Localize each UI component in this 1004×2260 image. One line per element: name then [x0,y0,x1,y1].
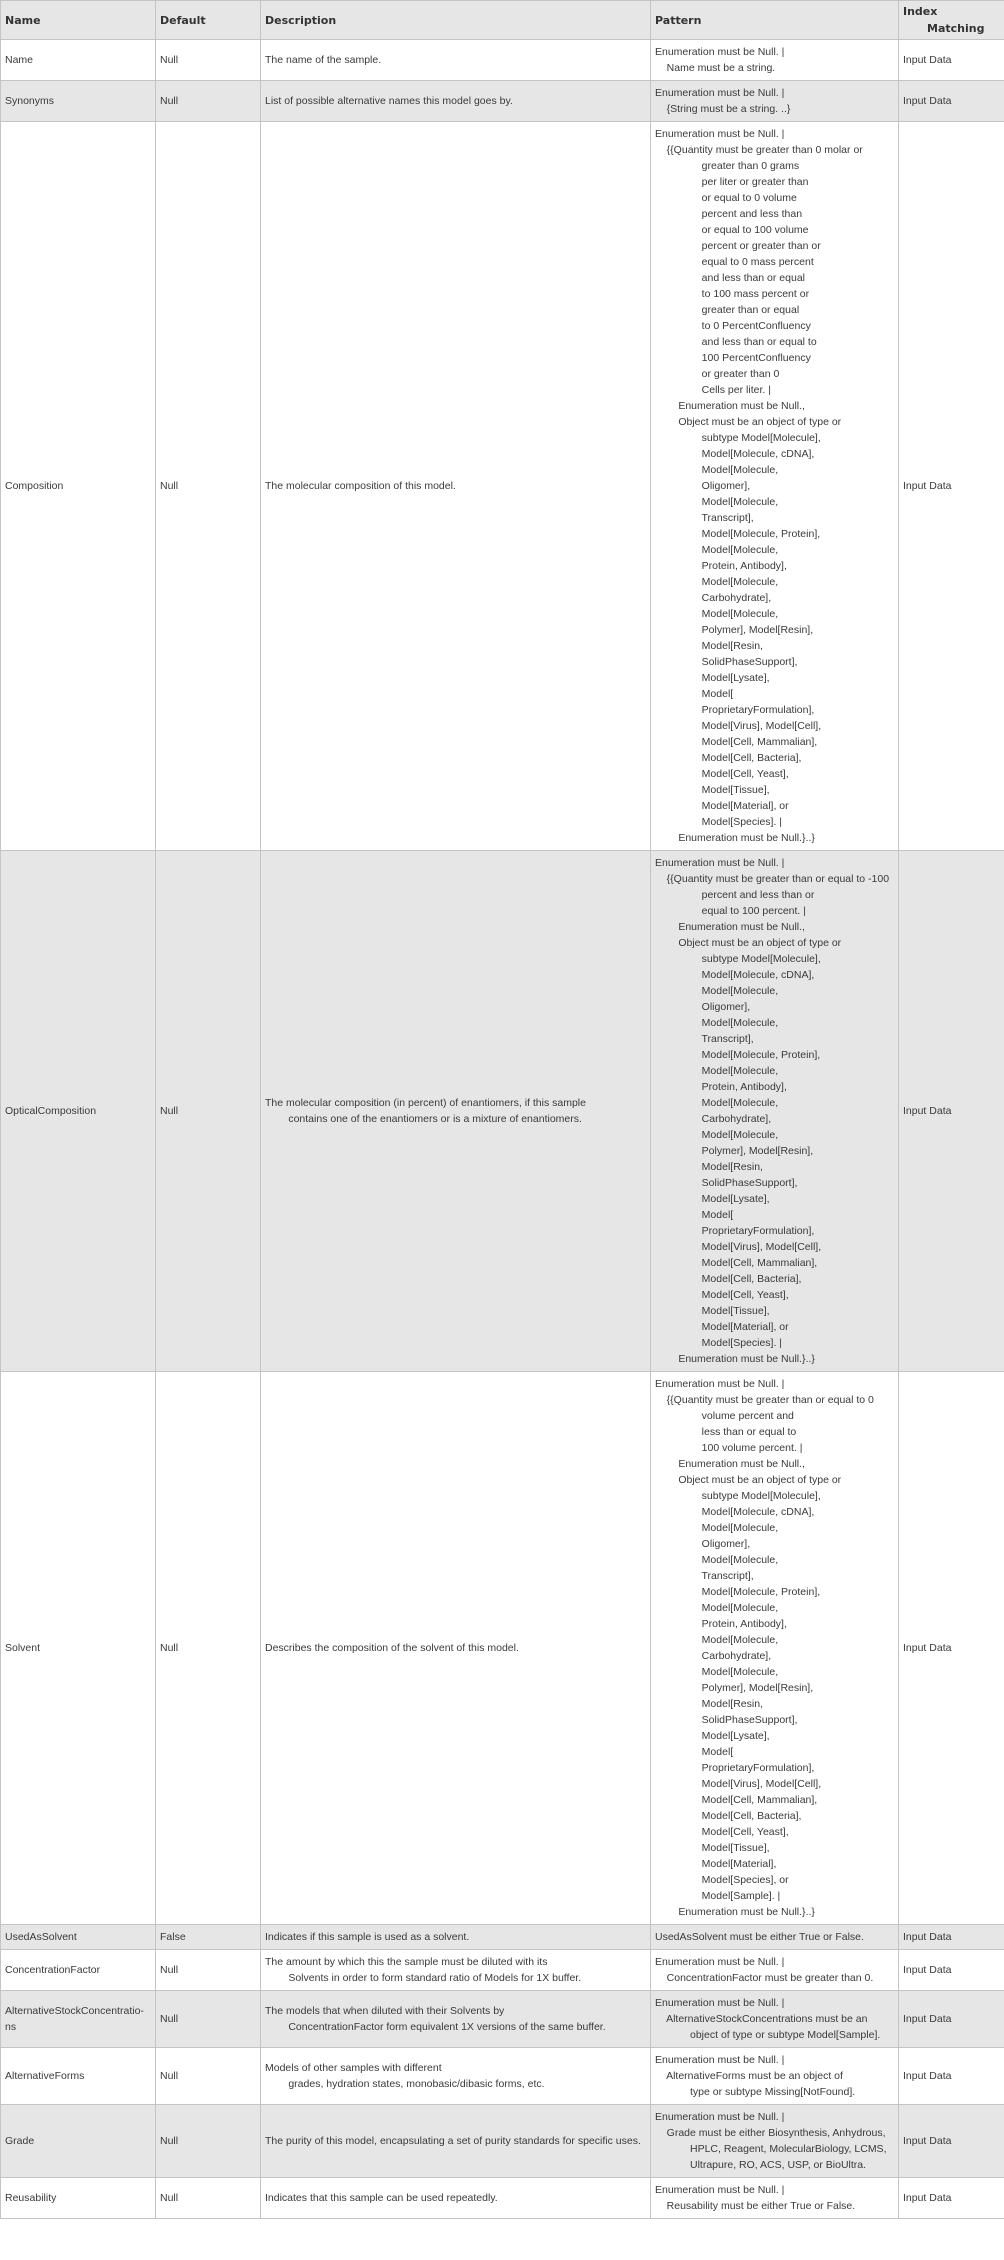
cell-name: Reusability [1,2178,156,2219]
pattern-line: Enumeration must be Null., [655,1458,805,1470]
cell-description [261,851,651,1372]
pattern-line: Ultrapure, RO, ACS, USP, or BioUltra. [655,2159,867,2171]
cell-name: Synonyms [1,81,156,122]
pattern-line: object of type or subtype Model[Sample]. [655,2029,881,2041]
pattern-line: Model[Molecule, [655,608,779,620]
pattern-line: equal to 100 percent. | [655,905,806,917]
pattern-line: ProprietaryFormulation], [655,1762,815,1774]
cell-default: Null [156,2048,261,2105]
pattern-line: Model[ [655,1746,734,1758]
pattern-line: ProprietaryFormulation], [655,704,815,716]
description-line: Models of other samples with different [265,2062,442,2074]
header-default: Default [156,1,261,40]
pattern-line: Enumeration must be Null. | [655,2184,785,2196]
pattern-line: Model[Virus], Model[Cell], [655,1241,822,1253]
cell-default: Null [156,2178,261,2219]
table-body [1,40,1004,2219]
cell-name: Grade [1,2105,156,2178]
pattern-line: Model[Cell, Yeast], [655,768,789,780]
pattern-line: AlternativeForms must be an object of [655,2070,843,2082]
pattern-line: {{Quantity must be greater than or equal to 0 [655,1394,874,1406]
header-row [1,1,1004,40]
pattern-line: Enumeration must be Null., [655,400,805,412]
pattern-line: Enumeration must be Null. | [655,2054,785,2066]
description-line: Indicates if this sample is used as a solvent. [265,1931,470,1943]
table-row [1,1991,1004,2048]
cell-index-matching: Input Data [899,851,1004,1372]
cell-default: Null [156,40,261,81]
pattern-line: Model[Cell, Bacteria], [655,1810,802,1822]
pattern-line: Model[Cell, Mammalian], [655,736,818,748]
table-row [1,1372,1004,1925]
pattern-line: and less than or equal [655,272,805,284]
pattern-line: SolidPhaseSupport], [655,656,798,668]
pattern-line: percent and less than or [655,889,815,901]
pattern-line: subtype Model[Molecule], [655,1490,821,1502]
pattern-line: to 100 mass percent or [655,288,810,300]
pattern-line: Model[Species]. | [655,816,783,828]
pattern-line: Model[Molecule, [655,1097,779,1109]
description-line: contains one of the enantiomers or is a mixture of enantiomers. [265,1113,582,1125]
pattern-line: Model[Molecule, [655,1634,779,1646]
table-row [1,1950,1004,1991]
description-line: The name of the sample. [265,54,382,66]
pattern-line: Model[Tissue], [655,784,770,796]
pattern-line: Oligomer], [655,480,751,492]
pattern-line: Model[Resin, [655,640,763,652]
pattern-line: {{Quantity must be greater than or equal to -100 [655,873,890,885]
cell-pattern [651,2178,899,2219]
cell-index-matching: Input Data [899,1991,1004,2048]
pattern-line: HPLC, Reagent, MolecularBiology, LCMS, [655,2143,887,2155]
pattern-line: Object must be an object of type or [655,416,842,428]
description-line: The purity of this model, encapsulating a set of purity standards for specific uses. [265,2135,641,2147]
pattern-line: subtype Model[Molecule], [655,432,821,444]
pattern-line: Model[Resin, [655,1161,763,1173]
pattern-line: Enumeration must be Null. | [655,2111,785,2123]
cell-description [261,1950,651,1991]
pattern-line: Model[Cell, Yeast], [655,1289,789,1301]
pattern-line: Carbohydrate], [655,1113,772,1125]
description-line: The molecular composition of this model. [265,480,456,492]
pattern-line: Model[Material], or [655,800,789,812]
pattern-line: greater than 0 grams [655,160,800,172]
table-row [1,851,1004,1372]
cell-pattern [651,851,899,1372]
cell-description [261,122,651,851]
pattern-line: Enumeration must be Null.}..} [655,1353,815,1365]
cell-description [261,1925,651,1950]
cell-index-matching: Input Data [899,1950,1004,1991]
pattern-line: type or subtype Missing[NotFound]. [655,2086,856,2098]
cell-index-matching: Input Data [899,2048,1004,2105]
pattern-line: Model[Resin, [655,1698,763,1710]
cell-name: AlternativeStockConcentratio- ns [1,1991,156,2048]
pattern-line: 100 volume percent. | [655,1442,803,1454]
cell-default: Null [156,1372,261,1925]
pattern-line: Polymer], Model[Resin], [655,624,814,636]
table-row [1,122,1004,851]
pattern-line: Enumeration must be Null.}..} [655,1906,815,1918]
cell-default: Null [156,81,261,122]
table-row [1,2178,1004,2219]
pattern-line: Name must be a string. [655,62,776,74]
pattern-line: per liter or greater than [655,176,809,188]
pattern-line: or greater than 0 [655,368,780,380]
pattern-line: and less than or equal to [655,336,817,348]
pattern-line: Enumeration must be Null. | [655,128,785,140]
cell-name: Composition [1,122,156,851]
pattern-line: Enumeration must be Null. | [655,1956,785,1968]
pattern-line: Model[Molecule, Protein], [655,1049,821,1061]
pattern-line: Enumeration must be Null. | [655,857,785,869]
header-pattern: Pattern [651,1,899,40]
pattern-line: Model[Molecule, Protein], [655,1586,821,1598]
pattern-line: {String must be a string. ..} [655,103,791,115]
pattern-line: Enumeration must be Null. | [655,87,785,99]
pattern-line: Model[Species]. | [655,1337,783,1349]
cell-pattern [651,1950,899,1991]
pattern-line: Enumeration must be Null.}..} [655,832,815,844]
cell-description [261,40,651,81]
description-line: List of possible alternative names this model goes by. [265,95,513,107]
pattern-line: Model[Molecule, [655,1666,779,1678]
table-row [1,2048,1004,2105]
table-row [1,1925,1004,1950]
pattern-line: Protein, Antibody], [655,560,787,572]
cell-index-matching: Input Data [899,81,1004,122]
cell-description [261,2048,651,2105]
cell-pattern [651,81,899,122]
cell-index-matching: Input Data [899,40,1004,81]
cell-index-matching: Input Data [899,1372,1004,1925]
pattern-line: Model[Cell, Yeast], [655,1826,789,1838]
pattern-line: Enumeration must be Null. | [655,1997,785,2009]
pattern-line: Model[Molecule, [655,985,779,997]
cell-pattern [651,2105,899,2178]
pattern-line: volume percent and [655,1410,794,1422]
pattern-line: {{Quantity must be greater than 0 molar or [655,144,863,156]
pattern-line: Model[Molecule, [655,1129,779,1141]
pattern-line: Model[Molecule, Protein], [655,528,821,540]
pattern-line: UsedAsSolvent must be either True or False. [655,1931,864,1943]
pattern-line: Carbohydrate], [655,592,772,604]
cell-name: OpticalComposition [1,851,156,1372]
pattern-line: Model[Molecule, [655,1602,779,1614]
pattern-line: Transcript], [655,512,754,524]
pattern-line: Enumeration must be Null., [655,921,805,933]
pattern-line: Model[Lysate], [655,1193,770,1205]
pattern-line: or equal to 0 volume [655,192,797,204]
cell-default: Null [156,2105,261,2178]
pattern-line: Model[Molecule, [655,1522,779,1534]
cell-description [261,1991,651,2048]
pattern-line: Model[Molecule, [655,544,779,556]
pattern-line: Model[Material], or [655,1321,789,1333]
pattern-line: Model[Cell, Mammalian], [655,1257,818,1269]
pattern-line: Model[Molecule, [655,576,779,588]
description-line: The amount by which this the sample must be diluted with its [265,1956,548,1968]
pattern-line: greater than or equal [655,304,800,316]
pattern-line: less than or equal to [655,1426,797,1438]
pattern-line: Model[ [655,1209,734,1221]
table-row [1,40,1004,81]
cell-name: AlternativeForms [1,2048,156,2105]
pattern-line: Model[Molecule, cDNA], [655,1506,815,1518]
pattern-line: SolidPhaseSupport], [655,1177,798,1189]
header-name: Name [1,1,156,40]
pattern-line: Model[Molecule, [655,1017,779,1029]
pattern-line: ProprietaryFormulation], [655,1225,815,1237]
cell-default: False [156,1925,261,1950]
pattern-line: Enumeration must be Null. | [655,46,785,58]
pattern-line: Model[Virus], Model[Cell], [655,1778,822,1790]
pattern-line: Model[Molecule, cDNA], [655,448,815,460]
pattern-line: Protein, Antibody], [655,1081,787,1093]
pattern-line: Model[Material], [655,1858,777,1870]
table-row [1,2105,1004,2178]
pattern-line: Transcript], [655,1570,754,1582]
pattern-line: Model[Cell, Mammalian], [655,1794,818,1806]
cell-index-matching: Input Data [899,2105,1004,2178]
pattern-line: Transcript], [655,1033,754,1045]
description-line: Indicates that this sample can be used repeatedly. [265,2192,498,2204]
pattern-line: Object must be an object of type or [655,937,842,949]
pattern-line: percent and less than [655,208,803,220]
pattern-line: equal to 0 mass percent [655,256,814,268]
pattern-line: 100 PercentConfluency [655,352,811,364]
cell-description [261,2105,651,2178]
cell-index-matching: Input Data [899,122,1004,851]
cell-name: Solvent [1,1372,156,1925]
pattern-line: Model[Sample]. | [655,1890,781,1902]
header-description: Description [261,1,651,40]
description-line: Describes the composition of the solvent of this model. [265,1642,519,1654]
pattern-line: SolidPhaseSupport], [655,1714,798,1726]
pattern-line: Model[Molecule, [655,1065,779,1077]
pattern-line: or equal to 100 volume [655,224,809,236]
pattern-line: Model[Virus], Model[Cell], [655,720,822,732]
pattern-line: Model[Species], or [655,1874,789,1886]
description-line: ConcentrationFactor form equivalent 1X versions of the same buffer. [265,2021,606,2033]
pattern-line: Model[Cell, Bacteria], [655,1273,802,1285]
pattern-line: Model[Tissue], [655,1842,770,1854]
cell-pattern [651,1991,899,2048]
cell-default: Null [156,1991,261,2048]
pattern-line: to 0 PercentConfluency [655,320,811,332]
cell-pattern [651,40,899,81]
pattern-line: Enumeration must be Null. | [655,1378,785,1390]
cell-pattern [651,2048,899,2105]
pattern-line: subtype Model[Molecule], [655,953,821,965]
pattern-line: Grade must be either Biosynthesis, Anhydrous, [655,2127,886,2139]
cell-pattern [651,1925,899,1950]
cell-name: ConcentrationFactor [1,1950,156,1991]
header-index-line1: Index [903,5,938,18]
cell-pattern [651,122,899,851]
description-line: grades, hydration states, monobasic/dibasic forms, etc. [265,2078,545,2090]
pattern-line: Model[Cell, Bacteria], [655,752,802,764]
cell-index-matching: Input Data [899,1925,1004,1950]
cell-name: Name [1,40,156,81]
pattern-line: Model[Molecule, [655,464,779,476]
pattern-line: Model[Molecule, [655,496,779,508]
cell-default: Null [156,1950,261,1991]
cell-default: Null [156,122,261,851]
pattern-line: Protein, Antibody], [655,1618,787,1630]
description-line: The models that when diluted with their Solvents by [265,2005,505,2017]
pattern-line: Polymer], Model[Resin], [655,1682,814,1694]
pattern-line: Model[Molecule, cDNA], [655,969,815,981]
pattern-line: Model[ [655,688,734,700]
header-index-matching [899,1,1004,40]
cell-description [261,81,651,122]
pattern-line: Model[Lysate], [655,672,770,684]
pattern-line: Oligomer], [655,1001,751,1013]
cell-pattern [651,1372,899,1925]
pattern-line: percent or greater than or [655,240,821,252]
pattern-line: Reusability must be either True or False. [655,2200,856,2212]
table-row [1,81,1004,122]
pattern-line: Model[Molecule, [655,1554,779,1566]
cell-name: UsedAsSolvent [1,1925,156,1950]
description-line: Solvents in order to form standard ratio of Models for 1X buffer. [265,1972,582,1984]
cell-default: Null [156,851,261,1372]
pattern-line: Polymer], Model[Resin], [655,1145,814,1157]
header-index-line2: Matching [927,22,985,35]
description-line: The molecular composition (in percent) of enantiomers, if this sample [265,1097,586,1109]
cell-description [261,1372,651,1925]
pattern-line: Cells per liter. | [655,384,771,396]
pattern-line: Oligomer], [655,1538,751,1550]
pattern-line: Carbohydrate], [655,1650,772,1662]
pattern-line: ConcentrationFactor must be greater than 0. [655,1972,874,1984]
cell-index-matching: Input Data [899,2178,1004,2219]
pattern-line: AlternativeStockConcentrations must be an [655,2013,868,2025]
pattern-line: Model[Tissue], [655,1305,770,1317]
pattern-line: Object must be an object of type or [655,1474,842,1486]
pattern-line: Model[Lysate], [655,1730,770,1742]
cell-description [261,2178,651,2219]
